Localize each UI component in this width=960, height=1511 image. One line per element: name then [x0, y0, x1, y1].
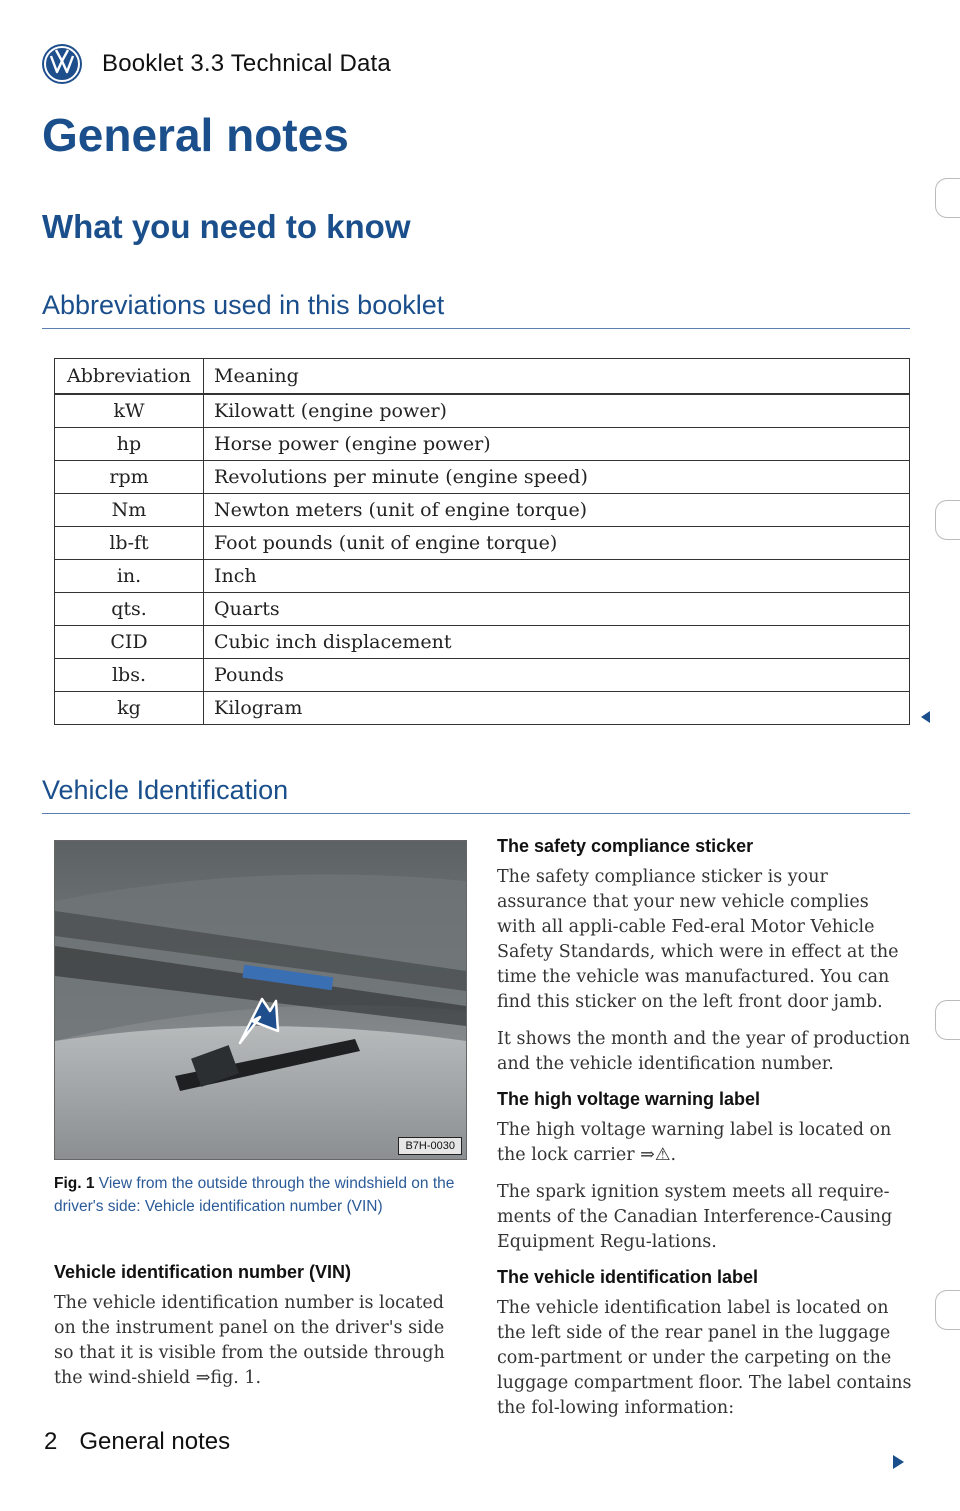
continue-icon	[893, 1455, 904, 1469]
footer-section: General notes	[79, 1428, 231, 1455]
high-voltage-paragraph-1: The high voltage warning label is located on the lock carrier ⇒⚠.	[497, 1120, 892, 1165]
safety-heading: The safety compliance sticker	[497, 836, 754, 856]
abbreviations-heading: Abbreviations used in this booklet	[42, 290, 445, 320]
table-row	[55, 394, 910, 428]
meaning-cell: Kilogram	[204, 692, 910, 725]
table-row	[55, 626, 910, 659]
table-row	[55, 461, 910, 494]
end-of-section-icon	[921, 711, 930, 723]
figure-caption-text: View from the outside through the windshield on the driver's side: Vehicle identification number (VIN)	[54, 1175, 455, 1215]
table-row	[55, 692, 910, 725]
edge-tab	[935, 1290, 960, 1330]
meaning-cell: Quarts	[204, 593, 910, 626]
meaning-cell: Kilowatt (engine power)	[204, 394, 910, 428]
meaning-cell: Revolutions per minute (engine speed)	[204, 461, 910, 494]
abbr-cell: hp	[55, 428, 204, 461]
column-header-abbreviation: Abbreviation	[55, 359, 204, 395]
vehicle-label-heading: The vehicle identification label	[497, 1267, 759, 1287]
booklet-title: Booklet 3.3 Technical Data	[102, 50, 391, 77]
figure-caption	[54, 1172, 474, 1218]
edge-tab	[935, 1000, 960, 1040]
section-divider	[42, 328, 910, 329]
safety-paragraph-2: It shows the month and the year of production and the vehicle identification number.	[497, 1029, 910, 1074]
table-row	[55, 428, 910, 461]
column-header-meaning: Meaning	[204, 359, 910, 395]
vin-body: The vehicle identification number is located on the instrument panel on the driver's side so that it is visible from the outside through the wind-shield ⇒fig. 1.	[54, 1293, 445, 1388]
table-row	[55, 593, 910, 626]
abbr-cell: Nm	[55, 494, 204, 527]
right-column	[497, 836, 912, 1421]
meaning-cell: Foot pounds (unit of engine torque)	[204, 527, 910, 560]
table-header-row	[55, 359, 910, 395]
edge-tab	[935, 500, 960, 540]
windshield-vin-photo	[54, 840, 467, 1160]
figure-code: B7H-0030	[398, 1137, 462, 1155]
vehicle-label-paragraph: The vehicle identification label is located on the left side of the rear panel in the luggage com-partment or under the carpeting on the luggage compartment floor. The label contains the fol-lowing information:	[497, 1298, 912, 1418]
figure-label: Fig. 1	[54, 1175, 95, 1192]
page-footer	[44, 1428, 230, 1456]
edge-tab	[935, 178, 960, 218]
abbr-cell: in.	[55, 560, 204, 593]
meaning-cell: Cubic inch displacement	[204, 626, 910, 659]
table-row	[55, 527, 910, 560]
page-number: 2	[44, 1428, 58, 1455]
meaning-cell: Inch	[204, 560, 910, 593]
section-divider	[42, 813, 910, 814]
windshield-illustration	[55, 841, 466, 1159]
vin-section	[54, 1262, 464, 1391]
vw-logo-icon	[42, 44, 82, 84]
safety-paragraph-1: The safety compliance sticker is your assurance that your new vehicle complies with all appli-cable Fed-eral Motor Vehicle Safety Standards, which were in effect at the time the vehicle was manufactured. You can find this sticker on the left front door jamb.	[497, 867, 899, 1012]
high-voltage-paragraph-2: The spark ignition system meets all require-ments of the Canadian Interference-Causing Equipment Regu-lations.	[497, 1182, 893, 1252]
meaning-cell: Horse power (engine power)	[204, 428, 910, 461]
meaning-cell: Pounds	[204, 659, 910, 692]
abbr-cell: kg	[55, 692, 204, 725]
table-row	[55, 560, 910, 593]
page-title: General notes	[42, 109, 349, 161]
high-voltage-heading: The high voltage warning label	[497, 1089, 761, 1109]
meaning-cell: Newton meters (unit of engine torque)	[204, 494, 910, 527]
table-row	[55, 494, 910, 527]
abbreviations-table	[54, 358, 910, 725]
section-heading: What you need to know	[42, 208, 411, 245]
abbr-cell: CID	[55, 626, 204, 659]
booklet-header	[42, 44, 391, 84]
vin-heading: Vehicle identification number (VIN)	[54, 1262, 352, 1282]
abbr-cell: rpm	[55, 461, 204, 494]
abbr-cell: lbs.	[55, 659, 204, 692]
abbr-cell: qts.	[55, 593, 204, 626]
abbr-cell: lb-ft	[55, 527, 204, 560]
table-row	[55, 659, 910, 692]
abbr-cell: kW	[55, 394, 204, 428]
vehicle-identification-heading: Vehicle Identification	[42, 775, 289, 805]
